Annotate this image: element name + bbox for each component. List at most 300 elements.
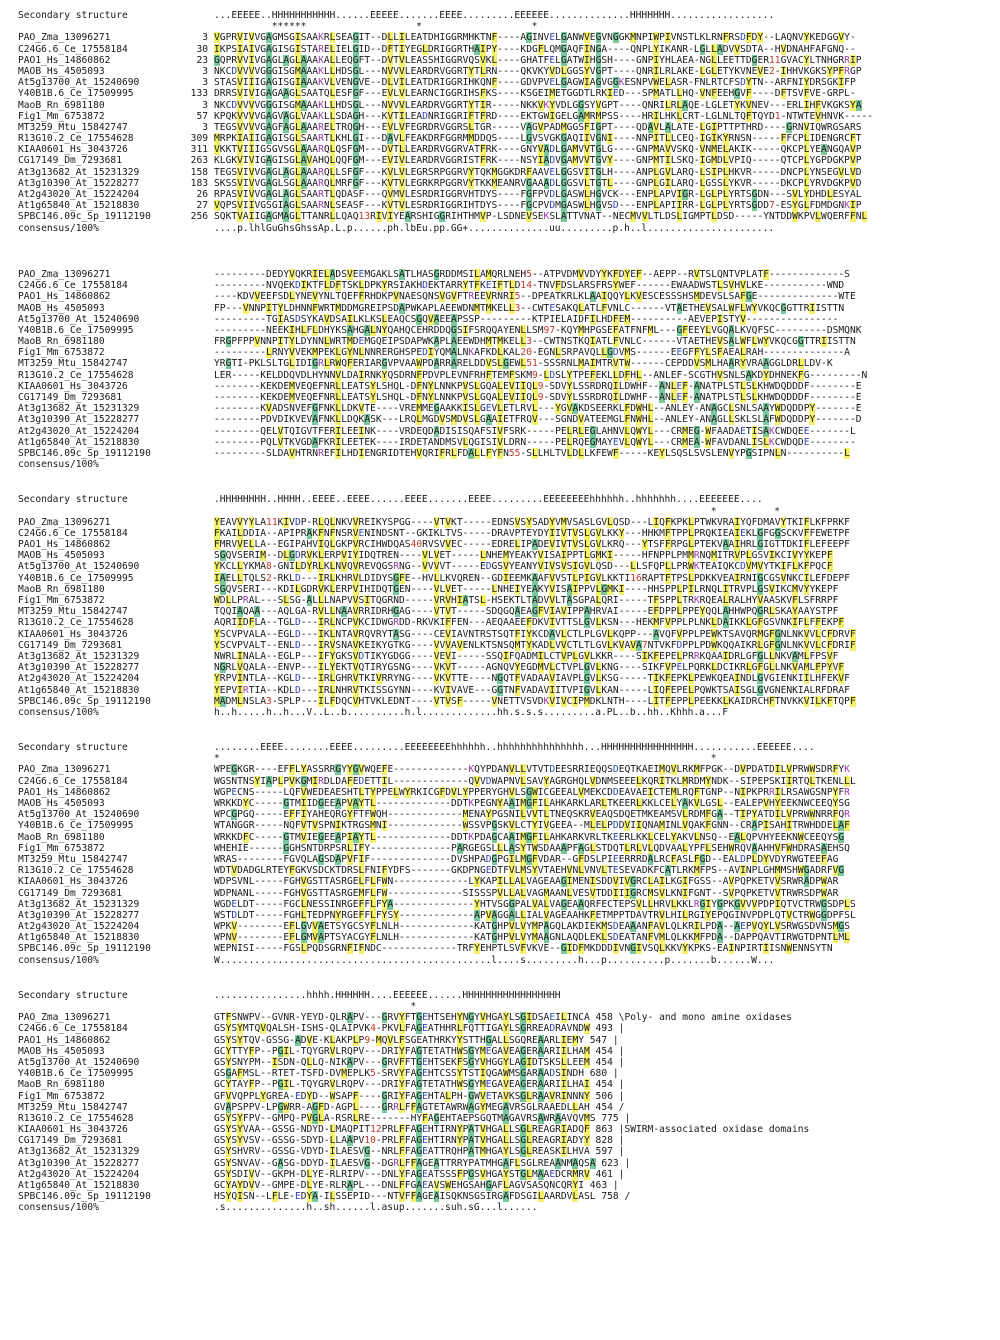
alignment-row	[18, 517, 993, 528]
sequence-name: At1g65840_At_15218830	[18, 932, 140, 944]
start-position: 30	[196, 43, 208, 55]
family-annotation: |	[607, 1180, 619, 1191]
end-position: 458	[589, 1012, 613, 1024]
sequence-alignment	[18, 10, 993, 1238]
alignment-row	[18, 370, 993, 381]
alignment-row	[18, 673, 993, 684]
alignment-row	[18, 651, 993, 662]
alignment-row	[18, 1046, 993, 1057]
alignment-row	[18, 381, 993, 392]
alignment-row	[18, 595, 993, 606]
sequence-name: R13G10.2_Ce_17554628	[18, 865, 134, 877]
sequence-name: At3g10390_At_15228277	[18, 1157, 140, 1169]
alignment-row	[18, 776, 993, 787]
sequence-name: Fig1_Mm_6753872	[18, 347, 105, 359]
residue-string: NWRLINALA--EGLP---IFYGKSVDTIKYGDGG----VEVI-----SSQIFQADMILCTVPLGVLKKR----SIKFEPELPRRKQAAIDRLGFGLLNKVAMLFPSVF	[214, 650, 839, 662]
residue-string: --------KEKDEMVEQEFNRLLEATSYLSHQL-DFNYLNNKPVSLGQALEVIIQL9-SDVYLSSRDRQILDWHF--ANLEF-ANATPLSTLSLKHWDQDDDF--------E	[214, 380, 862, 392]
alignment-row	[18, 1068, 993, 1079]
sequence-name: At2g43020_At_15224204	[18, 673, 140, 685]
alignment-row	[18, 77, 993, 88]
sequence-name: MAOB_Hs_4505093	[18, 798, 105, 809]
secondary-structure-label: Secondary structure	[18, 10, 128, 21]
sequence-name: At2g43020_At_15224204	[18, 189, 140, 200]
residue-string: --------PQLVTKVGDAFKRILEETEK----IRDETANDMSVLQGISIVLDRN-----PELRQEGMAYEVLQWYL---CRMEA-WFAVDANLISLKCWDQDE--------	[214, 436, 856, 448]
sequence-name: CG17149_Dm_7293681	[18, 155, 122, 167]
sequence-name: At3g13682_At_15231329	[18, 898, 140, 910]
alignment-block	[18, 990, 993, 1214]
sequence-name: PAO1_Hs_14860862	[18, 291, 111, 303]
start-position: 256	[190, 211, 208, 223]
residue-string: GQPRVVIVGAGLAGLAAAKALLEQGFT--DVTVLEASSHIGGRVQSVKL----GHATFELGATWIHGSH----GNPIYHLAEA-NGLLEETTDGER11GVACYLTNHGRRIP	[214, 54, 862, 66]
sequence-name: At3g10390_At_15228277	[18, 909, 140, 921]
residue-string: SGQVSERI---KDILGDRVKLERPVIHIDQTGEN----VLVET-----LNHEIYEAKYVISAIPPVLGMKI----HHSPPLPILRNQLITRVPLGSVIKCMVYYKEPF	[214, 583, 839, 595]
alignment-row	[18, 358, 993, 369]
alignment-row	[18, 685, 993, 696]
family-annotation: |	[612, 1146, 625, 1158]
end-position: 461	[589, 1168, 613, 1180]
secondary-structure-string: ...EEEEE..HHHHHHHHHHH......EEEEE.......EEEE.........EEEEEE..............HHHHHHH..................	[214, 10, 775, 21]
residue-string: WPKV--------EFLGVVAETSYGCSYFLNLH-------------KATGHPVLVYMPAGQLAKDIEKMSDEAAANFAVLQLKRILPDA--AEPVQYLVSRWGSDVNSMGS	[214, 921, 850, 933]
conservation-marks-row	[18, 753, 993, 764]
end-position: 454	[589, 1056, 613, 1068]
start-position: 311	[190, 144, 208, 156]
residue-string: WTANGGR-----NQFVTVSPNIKTRGSMNI-------------WSSVPGSKVLCTYIVGEEA--MLELPDDVIIQNAMINLVQAKFGNN--CRAPISAHITRWHDDELAF	[214, 820, 850, 832]
residue-string: YSCVPVALA--EGLD---IKLNTAVRQVRYTASG----CEVIAVNTRSTSQTFIYKCDAVLCTLPLGVLKQPP---AVQFVPPLPEWKTSAVQRMGFGNLNKVVLCFDRVF	[214, 628, 856, 640]
alignment-row	[18, 1057, 993, 1068]
alignment-row	[18, 314, 993, 325]
alignment-row	[18, 291, 993, 302]
sequence-name: MT3259_Mtu_15842747	[18, 606, 128, 618]
sequence-name: KIAA0601_Hs_3043726	[18, 144, 128, 156]
alignment-row	[18, 943, 993, 954]
alignment-row	[18, 1113, 993, 1124]
sequence-name: Fig1_Mm_6753872	[18, 1090, 105, 1102]
alignment-row	[18, 144, 993, 155]
secondary-structure-string: ........EEEE........EEEE.........EEEEEEEEhhhhhh..hhhhhhhhhhhhhhh...HHHHHHHHHHHHHHHH...........EEEEEE....	[214, 742, 815, 754]
sequence-name: MaoB_Rn_6981180	[18, 1079, 105, 1091]
alignment-row	[18, 787, 993, 798]
sequence-name: Y40B1B.6_Ce_17509995	[18, 1068, 134, 1080]
start-position: 3	[202, 65, 208, 77]
alignment-row	[18, 347, 993, 358]
alignment-row	[18, 865, 993, 876]
sequence-name: SPBC146.09c_Sp_19112190	[18, 1191, 151, 1203]
residue-string: AQRIIDFLA--TGLD---IRLNCPVKCIDWGRDD-RKVKIFFEN---AEQAAEEFDKVIVTTSLGVLKSN---HEKMFVPPLPLNKLDAIKKLGFGSVNKIFLFFEKPF	[214, 617, 845, 629]
secondary-structure-label: Secondary structure	[18, 494, 128, 506]
end-position: 758	[595, 1191, 619, 1203]
alignment-row	[18, 189, 993, 200]
alignment-row	[18, 426, 993, 437]
sequence-name: PAO_Zma_13096271	[18, 516, 111, 528]
sequence-name: At3g13682_At_15231329	[18, 650, 140, 662]
conservation-marks: * *	[214, 753, 717, 765]
residue-string: WDPNANL-----FGHVGSTTASRGEMFLFW-------------SISSSPVLLALVAGMAANLVESVTDDIIIGRCMSVLKNIFGNT--SVPQPKETVVTRWRSDPWAR	[214, 887, 839, 899]
residue-string: NGRLVQALA--ENVP---ILYEKTVQTIRYGSNG----VKVT-----AGNQVYEGDMVLCTVPLGVLKNG----SIKFVPELPQRKLDCIKRLGFGLLNKVAMLFPYVF	[214, 662, 845, 674]
residue-string: IAELLTQLS2-RKLD---IRLKHRVLDIDYSGFE--HVLLKVQREN--GDIEEMKAAFVVSTLPIGVLKKTI16RAPTFTPSLPDKKVEAIRNIGCGSVNKCILEFDEPF	[214, 572, 850, 584]
alignment-row	[18, 55, 993, 66]
end-position: 493	[589, 1023, 613, 1035]
sequence-name: PAO1_Hs_14860862	[18, 54, 111, 66]
sequence-name: SPBC146.09c_Sp_19112190	[18, 447, 151, 459]
alignment-row	[18, 932, 993, 943]
sequence-name: R13G10.2_Ce_17554628	[18, 369, 134, 381]
residue-string: WDPSVNL-----FGHVGSTTASRGELFLFWN-------------LYKAPILLALVAGEAAGIMENISDDVIVGRCLAILKGIFGSS--AVPQPKETVVSRWRADPWAR	[214, 876, 839, 888]
conservation-marks: * *	[214, 505, 781, 517]
sequence-name: At3g10390_At_15228277	[18, 414, 140, 426]
alignment-row	[18, 167, 993, 178]
residue-string: YSCVPVALT--ENLD---IRVSNAVKEIKYGTKG----VVVAVENLKTSNSQMTYKADLVVCTLTLGVLKVAVA7NTVKFDPPLPDWKQQAIKRLGFGNLNKVVLCFDRIF	[214, 639, 856, 651]
residue-string: ---------TGIASDSYKAVDSAILKLKSLEAQCSGQVAEEAPSSP---------KTPIELAIDFILHDFEM----------AEVEPISTYV----------------	[214, 313, 839, 325]
consensus-label: consensus/100%	[18, 1202, 99, 1214]
residue-string: FKAILDDIA--APIPRAKFNFNSRVENINDSNT--GKIKLTVS-----DRAVPTEYDYIIVTVSLGVLKKY---HHKMFTPPLPRQKIEAIEKLGFGGSCKVFFEWETPF	[214, 527, 850, 539]
family-annotation: |	[612, 1045, 625, 1057]
sequence-name: MT3259_Mtu_15842747	[18, 1101, 128, 1113]
residue-string: GSYSYVAA--GSSG-NDYD-LMAQPIT12PRLFFAGEHTIRNYPATVHGALLSGLREAGRIADQF	[214, 1124, 590, 1136]
consensus-string: ....p.lhlGuGhsGhssAp.L.p......ph.lbEu.pp.GG+..............uu.........p.h..l......................	[214, 222, 775, 234]
residue-string: GSYSYVSV--GSSG-SDYD-LLAAPV10-PRLFFAGEHTIRNYPATVHGALLSGLREAGRIADYY	[214, 1135, 590, 1147]
alignment-row	[18, 629, 993, 640]
residue-string: GSGAFMSL--RTET-TSFD-DVMEPLK5-SRVYFAGEHTCSSYTSTIQGAWMSGARAADSINDH	[214, 1068, 584, 1080]
sequence-name: PAO_Zma_13096271	[18, 1012, 111, 1024]
residue-string: --------QELVTQIGVTFERILEEINK----VRDEQDADISISQAFSIVFSRK-----PELRLEGLAHNVLQWYL---CRMEG-WFAADAETISAKCWDQEE-------L	[214, 425, 856, 437]
residue-string: GSYSYTQV-GSSG-ADVE-KLAKPLP9-MQVLFSGEATHRKYYSTTHGALLSGQREAARLIEMY	[214, 1034, 584, 1046]
sequence-name: MAOB_Hs_4505093	[18, 302, 105, 314]
residue-string: TEGSVIVVGAGLAGLAAARQLLSFGF---KVLVLEGRSRPGGRVYTQKMGGKDRFAAVELGGSVITGLH----ANPLGVLARQ-LSIPLHKVR-----DNCPLYNSEGVLVD	[214, 166, 862, 178]
residue-string: GSYSNVAV--GASG-DDYD-ILAESVG--DGRLFFAGEATTRRYPATMHGAFLSGLREAANMAQSA	[214, 1157, 596, 1169]
residue-string: YEAVVYYLA11KIVDP-RLQLNKVVREIKYSPGG----VTVKT-----EDNSVSYSADYVMVSASLGVLQSD---LIQFKPKLPTWKVRAIYQFDMAVYTKIFLKFPRKF	[214, 516, 850, 528]
sequence-name: MAOB_Hs_4505093	[18, 550, 105, 562]
secondary-structure-string: .HHHHHHHH..HHHH..EEEE..EEEE......EEEE.......EEEE.........EEEEEEEEhhhhhh..hhhhhhh....EEEEEEE....	[214, 494, 763, 506]
residue-string: --------PDVDIKVEVAFNKLLDQKASK---LRQLMGDVSMDVSLGAAIETFRQV---SGNDVATEEMGLFNWHL--ANLEY-ANAGLLSKLSLAFWDQDDPY-------D	[214, 414, 862, 426]
residue-string: FMRVVELLA--EGIPAHVIQLGKPVRCIHWDQAS40RVSVVEC-----EDRELIPADEVIVTVSLGVLKRQ---YTSFFRPGLPTEKVAAIHRLGIGTTDKIFLEFEEPF	[214, 539, 850, 551]
sequence-name: At2g43020_At_15224204	[18, 425, 140, 437]
start-position: 23	[196, 54, 208, 66]
family-annotation: |	[607, 1068, 619, 1080]
alignment-row	[18, 1012, 993, 1023]
sequence-name: At1g65840_At_15218830	[18, 200, 140, 212]
residue-string: WEPNISI-----FGSLPQDSGRNFIFNDC-------------TRFYEHPTLSVFVKVE--GIDFMKDDDIVNGIVSQLKKVYKPKS-EAINPIRTIISNWENNSYTN	[214, 943, 833, 955]
start-position: 3	[202, 77, 208, 89]
sequence-name: At1g65840_At_15218830	[18, 1180, 140, 1191]
end-position: 463	[584, 1180, 608, 1191]
sequence-name: MaoB_Rn_6981180	[18, 99, 105, 111]
residue-string: ---------LRNYVVEKMPEKLGYNLNNRERGHSPEDIYQMALNKAFKDLKAL20-EGNLSRPAVQLLGDVMS------EEGFFYLSFAEALRAH--------------A	[214, 347, 850, 359]
secondary-structure-label: Secondary structure	[18, 989, 128, 1001]
end-position: 506	[589, 1090, 613, 1102]
consensus-row	[18, 707, 993, 718]
residue-string: MADMLNSLA3-SPLP---ILFDQCVHTVKLEDNT----VTVSF-----VNETTVSVDKVIVCIPMDKLNTH----LITFEPPLPEEKKLKAIDRCHFTNVKKVILKFTQPF	[214, 695, 856, 707]
start-position: 263	[190, 155, 208, 167]
alignment-row	[18, 200, 993, 211]
alignment-row	[18, 662, 993, 673]
family-annotation: |	[612, 1168, 625, 1180]
alignment-row	[18, 178, 993, 189]
alignment-row	[18, 66, 993, 77]
residue-string: GFVVQPPLYGREA-EDYD--WSAPF----GRIYFAGEHTALPH-GWVETAVKSGLRAAVRINNNY	[214, 1090, 590, 1102]
alignment-row	[18, 269, 993, 280]
residue-string: ---------NEEKIHLFLDHYKSAHGALNYQAHQCEHRDDQGSIFSRQQAYENLLSM97-KQYMHPGSEFATFNFML---GFEEYLVGQALKVQFSC---------DSMQNK	[214, 324, 862, 336]
family-annotation: /	[612, 1101, 625, 1113]
sequence-name: PAO_Zma_13096271	[18, 764, 111, 776]
conservation-marks-row	[18, 21, 993, 32]
end-position: 863	[589, 1124, 613, 1136]
alignment-row	[18, 573, 993, 584]
sequence-name: PAO1_Hs_14860862	[18, 539, 111, 551]
consensus-label: consensus/100%	[18, 459, 99, 471]
alignment-row	[18, 899, 993, 910]
alignment-row	[18, 155, 993, 166]
alignment-row	[18, 606, 993, 617]
sequence-name: C24G6.6_Ce_17558184	[18, 280, 128, 292]
residue-string: NKCDVVVVGGGISGMAAAKLLHDSGL---NVVVLEARDRVGGRTYTIR-----NKKVKYVDLGGSYVGPT----QNRILRLAQE-LGLETYKVNEV---ERLIHFVKGKSYA	[214, 99, 862, 111]
alignment-row	[18, 448, 993, 459]
sequence-name: At2g43020_At_15224204	[18, 921, 140, 933]
sequence-name: MAOB_Hs_4505093	[18, 1045, 105, 1057]
alignment-row	[18, 820, 993, 831]
residue-string: SKSSVIVVGAGLSGLAAARQLMRFGF---KVTVLEGRKRPGGRVYTKKMEANRVGAAADLGGSVLTGTL----GNPLGILARQ-LGSSLYKVR-----DKCPLYRVDGKPVD	[214, 177, 862, 189]
sequence-name: C24G6.6_Ce_17558184	[18, 775, 128, 787]
alignment-row	[18, 211, 993, 222]
alignment-row	[18, 1023, 993, 1034]
end-position: 597	[589, 1146, 613, 1158]
residue-string: FP---VNNPITYLDHNNFWRTMDDMGREIPSDAPWKAPLAEEWDNMTMKELL3--CWTESAKQLATLFVNLC------VTAETHEVSALWFLWYVKQCGGTTRIISTTN	[214, 302, 845, 314]
residue-string: YKCLLYKMA8-GNILDYRLKLNVQVREVQGSRNG--VVVVT-----EDGSVYEANYVIVSVSIGVLQSD---LLSFQPLLPRWKTEAIQKCDVMVYTKIFLKFPQCF	[214, 561, 833, 573]
conservation-marks: ****** * *	[214, 21, 538, 33]
alignment-row	[18, 1091, 993, 1102]
alignment-block	[18, 494, 993, 718]
residue-string: GSYSYFPV--GMPQ-PVGLA-RSRLRE-------HYFAGEHTAEPSGQTMAGAVRSAWRAAVQVMS	[214, 1112, 596, 1124]
alignment-row	[18, 910, 993, 921]
alignment-row	[18, 403, 993, 414]
secondary-structure-row	[18, 990, 993, 1001]
residue-string: WGDELDT-----FGCLNESSINRGEFFLFYA--------------YHTVSGGPALVALVAGEAAQRFECTEPSVLLHRVLKKLRGIYGPKGVVVPDPIQTVCTRWGSDPLS	[214, 898, 856, 910]
alignment-row	[18, 1079, 993, 1090]
sequence-name: Y40B1B.6_Ce_17509995	[18, 88, 134, 100]
residue-string: NKCDVVVVGGGISGMAAAKLLHDSGL---NVVVLEARDRVGGRTYTLRN----QKVKYVDLGGSYVGPT----QNRILRLAKE-LGLETYKVNEVE2-IHHVKGKSYPFRGP	[214, 65, 862, 77]
family-annotation: |	[612, 1079, 625, 1091]
residue-string: GSYSYMTQVQALSH-ISHS-QLAIPVK4-PKVLFAGEATHHRLFQTTIGAYLSGRREADRAVNDW	[214, 1023, 590, 1035]
sequence-name: PAO1_Hs_14860862	[18, 1034, 111, 1046]
alignment-row	[18, 414, 993, 425]
alignment-row	[18, 1124, 993, 1135]
sequence-name: MT3259_Mtu_15842747	[18, 853, 128, 865]
consensus-string: .s..............h..sh......l.asup.......suh.sG...l......	[214, 1202, 538, 1214]
residue-string: WSTDLDT-----FGHLTEDPNYRGEFFLFYSY-------------APVAGGALLIALVAGEAAHKFETMPPTDAVTRVLHILRGIYEPQGINVPDPLQTVCTRWGGDPFSL	[214, 909, 856, 921]
start-position: 3	[202, 32, 208, 44]
conservation-marks-row	[18, 1001, 993, 1012]
consensus-string: h..h.....h..h...V..L..b..........h.l.............hh.s.s.s.........a.PL..b..hh..Khhh.a...F	[214, 706, 729, 718]
sequence-name: C24G6.6_Ce_17558184	[18, 1023, 128, 1035]
family-annotation: |	[612, 1023, 625, 1035]
sequence-name: MaoB_Rn_6981180	[18, 583, 105, 595]
sequence-name: At1g65840_At_15218830	[18, 684, 140, 696]
residue-string: VKKTVIIIGSGVSGLAAARQLQSFGM---DVTLLEARDRVGGRVATFRK----GNYVADLGAMVVTGLG----GNPMAVVSKQ-VNMELAKIK-----QKCPLYEANGQAVP	[214, 144, 862, 156]
sequence-name: At3g10390_At_15228277	[18, 662, 140, 674]
sequence-name: CG17149_Dm_7293681	[18, 392, 122, 403]
alignment-row	[18, 640, 993, 651]
alignment-row	[18, 584, 993, 595]
residue-string: ---------NVQEKDIKTFLDFTSKLDPKYRSIAKHDEKTARRYTFKEIFTLD14-TNVFDSLARSFRSYWEF------EWAADWSTLSVHVLKE-----------WND	[214, 280, 845, 292]
sequence-name: At5g13700_At_15240690	[18, 809, 140, 821]
sequence-name: CG17149_Dm_7293681	[18, 1135, 122, 1147]
residue-string: KPQKVVVVGAGVAGLVAAKLLSDAGH---KVTILEADNRIGGRIFTFRD----EKTGWIGELGAMRMPSS----HRILHKLCRT-LGLNLTQFTQYD1-NTWTEVHNVK-----	[214, 110, 874, 122]
sequence-name: SPBC146.09c_Sp_19112190	[18, 211, 151, 223]
alignment-row	[18, 280, 993, 291]
alignment-row	[18, 100, 993, 111]
sequence-name: PAO1_Hs_14860862	[18, 786, 111, 798]
alignment-block	[18, 10, 993, 234]
start-position: 158	[190, 166, 208, 178]
consensus-row	[18, 1202, 993, 1213]
residue-string: ----KDVVEEFSDLYNEVYNLTQEFFRHDKPVNAESQNSVGVFTREEVRNRI5--DPEATKRLKLAAIQQYLKVESCESSSHSMDEVSLSAFGE--------------WTE	[214, 291, 856, 303]
end-position: 680	[584, 1068, 608, 1080]
alignment-row	[18, 325, 993, 336]
alignment-row	[18, 32, 993, 43]
residue-string: GCYAYDVV--GMPE-DLYE-RLRAPL---DNLFFGAEAVSWEHGSAHGAFLAGVSASQNCQRYI	[214, 1180, 584, 1191]
consensus-label: consensus/100%	[18, 706, 99, 718]
alignment-row	[18, 809, 993, 820]
consensus-row	[18, 223, 993, 234]
conservation-marks: *	[214, 1001, 417, 1012]
residue-string: WDTVDADGLRTEYFGKVSDCKTDRSLFNIFYDFS-------GKDPNGEDTFVLMSYVTAEHVNLVNVLTESEVADKFCATLRKMFPS--AVINPLGHMMSHWGADRFVG	[214, 865, 845, 877]
end-position: 454	[589, 1045, 613, 1057]
residue-string: GSYSNYPM--ISDN-QLLQ-NIKAPV---GRVFFTGEHTSEKFSGYVHGGYLAGIDTSKSLLEEM	[214, 1056, 590, 1068]
start-position: 3	[202, 99, 208, 111]
sequence-name: KIAA0601_Hs_3043726	[18, 628, 128, 640]
alignment-row	[18, 843, 993, 854]
alignment-row	[18, 437, 993, 448]
sequence-name: At5g13700_At_15240690	[18, 313, 140, 325]
alignment-row	[18, 539, 993, 550]
sequence-name: At3g13682_At_15231329	[18, 403, 140, 415]
residue-string: TEGSVVVVGAGFAGLAAARELTRQGH---EVLVFEGRDRVGGRSLTGR-----VAGVPADMGGSFIGPT----QDAVLALATE-LGIPTTPTHRD----GRNVIQWRGSARS	[214, 121, 862, 133]
sequence-name: Y40B1B.6_Ce_17509995	[18, 324, 134, 336]
sequence-name: R13G10.2_Ce_17554628	[18, 133, 134, 145]
family-annotation: |	[612, 1056, 625, 1068]
residue-string: SQKTVAIIGAGMAGLTTANRLLQAQ13RIVIYEARSHIGGRIHTHMVP-LSDNEVSEKSLATTVNAT--NECMVVLTLDSLIGMPTLDSD-----YNTDDWKPVLWQERFFNL	[214, 211, 868, 223]
family-annotation: |	[618, 1157, 631, 1169]
sequence-name: KIAA0601_Hs_3043726	[18, 380, 128, 392]
sequence-name: At1g65840_At_15218830	[18, 436, 140, 448]
end-position: 623	[595, 1157, 619, 1169]
residue-string: DRRSVIVIGAGAAGLSAATQLESFGF---EVLVLEARNCIGGRIHSFKS----KSGEIMETGGDTLRKIED---SPMATLLHQ-VNFEEHGVF----DFTSVFVE-GRPL-	[214, 88, 856, 100]
alignment-row	[18, 1035, 993, 1046]
residue-string: WDLLPRAL---SLSG-ALLLNAPVVSITQGRND-----VRVHIATSL-HSEKTLTADVVLTASGPALQRI-----TFSPPLTRKRQEALRALHYVAASKVFLSFRRPF	[214, 595, 839, 606]
alignment-row	[18, 111, 993, 122]
consensus-row	[18, 459, 993, 470]
residue-string: GSYSDIVV--GKPH-DLYE-RLRIPV---DNLYFAGEATSSSFPGSVHGAYSTGLMAAEDCRMRV	[214, 1168, 590, 1180]
sequence-name: At5g13700_At_15240690	[18, 77, 140, 89]
alignment-row	[18, 696, 993, 707]
residue-string: VQPSVIIVGSGIAGLSAARNLSEASF---KVTVLESRDRIGGRIHTDYS----FGCPVDMGASWLHGVSD---ENPLAPIIRR-LGLPLYRTSGDD7-ESYGLFDMDGNKIP	[214, 200, 862, 212]
sequence-name: KIAA0601_Hs_3043726	[18, 1124, 128, 1136]
sequence-name: C24G6.6_Ce_17558184	[18, 527, 128, 539]
end-position: 454	[589, 1079, 613, 1091]
alignment-row	[18, 798, 993, 809]
start-position: 57	[196, 110, 208, 122]
alignment-row	[18, 1169, 993, 1180]
sequence-name: Y40B1B.6_Ce_17509995	[18, 820, 134, 832]
alignment-row	[18, 1102, 993, 1113]
alignment-row	[18, 303, 993, 314]
residue-string: WRAS--------FGVQLAGSDAPVFIF--------------DVSHPADGPGILMGFVDAR--GFDSLPIEERRRDALRCFASLFGD--EALDPLDYVDYRWGTEEFAG	[214, 853, 839, 865]
alignment-row	[18, 392, 993, 403]
residue-string: WRKKDFC-----GTMVIEGEEAPIAYTL-------------DDTKPDAGCAAIMGFILAHKARKVRLTKEERLKKLCELYAKVLNSQ--EALQPVHYEEKNWCEEQYSG	[214, 831, 845, 843]
sequence-name: At3g13682_At_15231329	[18, 1146, 140, 1158]
alignment-row	[18, 876, 993, 887]
sequence-name: R13G10.2_Ce_17554628	[18, 1112, 134, 1124]
alignment-row	[18, 1191, 993, 1202]
residue-string: GTFSNWPV--GVNR-YEYD-QLRAPV---GRVYFTGEHTSEHYNGYVHGAYLSGIDSAEILINCA	[214, 1012, 590, 1024]
residue-string: KLGKVIVIGAGISGLAVAHQLQQFGM---EVIVLEARDRVGGRISTFRK----NSYIADVGAMVVTGVY----GNPMTILSKQ-IGMDLVPIQ-----QTCPLYGPDGKPVP	[214, 155, 862, 167]
sequence-name: MT3259_Mtu_15842747	[18, 121, 128, 133]
alignment-row	[18, 550, 993, 561]
alignment-row	[18, 1158, 993, 1169]
end-position: 547	[584, 1034, 608, 1046]
end-position: 775	[595, 1112, 619, 1124]
sequence-name: SPBC146.09c_Sp_19112190	[18, 943, 151, 955]
alignment-row	[18, 888, 993, 899]
sequence-name: SPBC146.09c_Sp_19112190	[18, 695, 151, 707]
consensus-label: consensus/100%	[18, 222, 99, 234]
residue-string: GCYTTYFP--PGIL-TQYGRVLRQPV---DRIYFAGTETATHWSGYMEGAVEAGERAARIILHAM	[214, 1045, 590, 1057]
start-position: 183	[190, 177, 208, 189]
consensus-row	[18, 955, 993, 966]
start-position: 26	[196, 189, 208, 200]
alignment-row	[18, 617, 993, 628]
start-position: 133	[190, 88, 208, 100]
residue-string: WGSNTNSYIAPLPVKGMIRDLDAFEDETTIL-------------QVVDWAPNVLSAVYAGRGHQLVDNMSEEELKQRITKLMRDMYNDK--SIPEPSKIIRTQLTKENLLL	[214, 775, 856, 787]
family-annotation: |SWIRM-associated oxidase domains	[612, 1124, 810, 1136]
residue-string: ---------DEDYVQKRIELADSVEEMGAKLSATLHASGRDDMSILAMQRLNEH5--ATPVDMVVDYYKFDYEF--AEPP--RVTSLQNTVPLATF-------------S	[214, 268, 850, 280]
sequence-name: Fig1_Mm_6753872	[18, 842, 105, 854]
residue-string: SGQVSERIM--DLGDRVKLERPVIYIDQTREN----VLVET-----LNHEMYEAKYVISAIPPTLGMKI-----HFNPPLPMMRNQMITRVPLGSVIKCIVYYKEPF	[214, 550, 833, 562]
residue-string: WPNV--------EFLGMVAPTSYACGYFLNLH-------------KATGHPVLVYMAAGNLAQDLEKLSDEATANFVMLQLKKMFPDA--DAPPQAVTIRWGTDPNTLML	[214, 932, 850, 944]
sequence-name: At5g13700_At_15240690	[18, 561, 140, 573]
alignment-row	[18, 122, 993, 133]
residue-string: HSYQISN--LFLE-EDYA-ILSSEPID---NTVFFAGEAISQKNSGSIRGAFDSGILAARDVLASL	[214, 1191, 596, 1203]
start-position: 309	[190, 133, 208, 145]
residue-string: GCYTAYFP--PGIL-TQYGRVLRQPV---DRIYFAGTETATHWSGYMEGAVEAGERAARIILHAI	[214, 1079, 590, 1091]
sequence-name: MT3259_Mtu_15842747	[18, 358, 128, 370]
alignment-row	[18, 88, 993, 99]
residue-string: --------KVADSNVEFGFNKLLDKVTE----VREMMEGAAKKISLGEVLETLRVL---YGVAKDSEERKLFDWHL--ANLEY-ANAGCLSNLSAAYWDQDDPY-------E	[214, 403, 862, 415]
sequence-name: CG17149_Dm_7293681	[18, 887, 122, 899]
alignment-row	[18, 832, 993, 843]
residue-string: --------KEKDEMVEQEFNRLLEATSYLSHQL-DFNYLNNKPVSLGQALEVIIQL9-SDVYLSSRDRQILDWHF--ANLEF-ANATPLSTLSLKHWDQDDDF--------E	[214, 392, 862, 403]
sequence-name: KIAA0601_Hs_3043726	[18, 876, 128, 888]
residue-string: YEPVIRTIA--KDLD---IRLNHRVTKISSGYNN----KVIVAVE---GGTNFVADAVIITVPIGVLKAN-----LIQFEPELPQWKTSAISGLGVGNENKIALRFDRAF	[214, 684, 850, 696]
residue-string: YRPVINTLA--KGLD---IRLGHRVTKIVRRYNG----VKVTTE----NGQTFVADAAVIAVPLGVLKSG-----TIKFEPKLPEWKQEAINDLGVGIENKIILHFEKVF	[214, 673, 850, 685]
alignment-row	[18, 764, 993, 775]
family-annotation: |	[607, 1034, 619, 1046]
start-position: 3	[202, 121, 208, 133]
alignment-row	[18, 1135, 993, 1146]
sequence-name: At2g43020_At_15224204	[18, 1168, 140, 1180]
alignment-row	[18, 921, 993, 932]
sequence-name: CG17149_Dm_7293681	[18, 639, 122, 651]
residue-string: STASVIIIGAGISGIAAAKVLVENGVE--DLVILEATDRIGGRIHKQNF----GDVPVELGAGWIAGVGGKESNPVWELASR-FNLRTCFSDYTN--ARFNIYDRSGKIFP	[214, 77, 856, 89]
sequence-name: At3g10390_At_15228277	[18, 177, 140, 189]
family-annotation: |	[612, 1135, 625, 1147]
end-position: 828	[589, 1135, 613, 1147]
residue-string: YRGTI-PKLSLTGLIDIGRLRWQFERIARGVPVAAWPDARRARELDDVSLGEWL51-SSSRNLMAIMTRVTW------CEPDDVSMLHAARYVRAAGGLDRLLDV-K	[214, 358, 833, 370]
residue-string: WRKKDYC-----GTMIIDGEEAPVAYTL-------------DDTKPEGNYAAIMGFILAHKARKLARLTKEERLKKLCELYAKVLGSL--EALEPVHYEEKNWCEEQYSG	[214, 798, 850, 809]
sequence-name: MaoB_Rn_6981180	[18, 336, 105, 348]
residue-string: FRGPFPPVNNPITYLDYNNLWRTMDEMGQEIPSDAPWKAPLAEEWDHMTMKELL3--CWTNSTKQIATLFVNLC------VTAETHEVSALWFLWYVKQCGGTTRIISTTN	[214, 336, 856, 348]
residue-string: RPASVIVVGAGLAGLSAARTLQDASF---QVMVLESRDRIGGRVHTDYS----FGFPVDLGASWLHGVCK---ENPLAPVIGR-LGLPLYRTSGDN---SVLYDHDLESYAL	[214, 189, 862, 200]
residue-string: GVAPSPPV-LPGWRR-AGFD-AGPL----GRRLFFAGTETAWRWAGYMEGAVRSGLRAAEDLLAH	[214, 1101, 590, 1113]
